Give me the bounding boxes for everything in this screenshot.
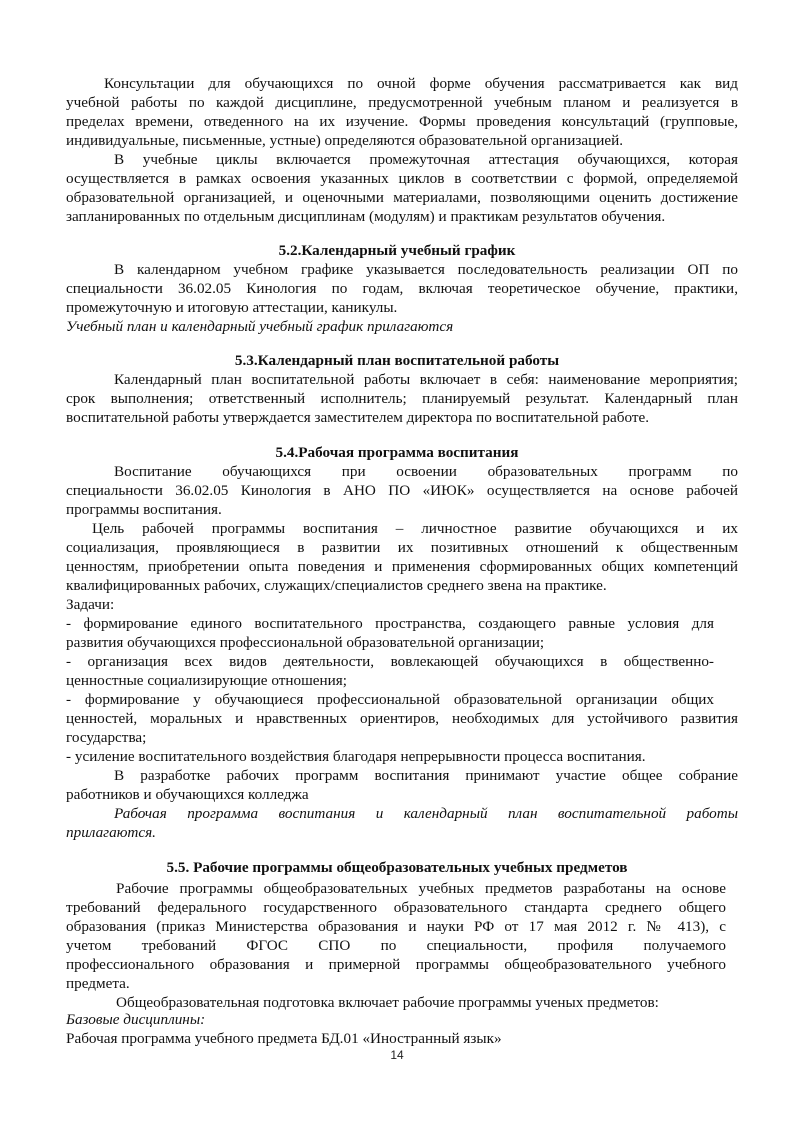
paragraph-line: учебной работы по каждой дисциплине, предусмотренной учебным планом и реализуется в [66,94,738,111]
section-heading: 5.3.Календарный план воспитательной работы [234,352,560,369]
section-heading: 5.2.Календарный учебный график [278,242,516,259]
list-item: - усиление воспитательного воздействия благодаря непрерывности процесса воспитания. [66,748,646,765]
paragraph-line: Календарный план воспитательной работы включает в себя: наименование мероприятия; [114,371,738,388]
paragraph-line: В календарном учебном графике указывается последовательность реализации ОП по [114,261,738,278]
paragraph-line: работников и обучающихся колледжа [66,786,309,803]
paragraph-line: Рабочие программы общеобразовательных учебных предметов разработаны на основе [116,880,726,897]
paragraph-line: Общеобразовательная подготовка включает рабочие программы ученых предметов: [116,994,659,1011]
list-item: - формирование единого воспитательного пространства, создающего равные условия для [66,615,714,632]
section-heading: 5.5. Рабочие программы общеобразовательных учебных предметов [166,859,628,876]
paragraph-line: запланированных по отдельным дисциплинам (модулям) и практикам результатов обучения. [66,208,666,225]
list-item: - организация всех видов деятельности, вовлекающей обучающихся в общественно- [66,653,714,670]
paragraph-line: ценностям, приобретении опыта поведения и применения сформированных общих компетенций [66,558,738,575]
paragraph-line: предмета. [66,975,130,992]
paragraph-line: образовательной организацией, и оценочными материалами, позволяющими оценить достижение [66,189,738,206]
paragraph-line: образования (приказ Министерства образования и науки РФ от 17 мая 2012 г. № 413), с [66,918,726,935]
list-item: государства; [66,729,147,746]
paragraph-line: требований федерального государственного образовательного стандарта среднего общего [66,899,726,916]
paragraph-line: промежуточную и итоговую аттестации, каникулы. [66,299,398,316]
list-item: - формирование у обучающиеся профессиональной образовательной организации общих [66,691,714,708]
italic-note: Рабочая программа воспитания и календарный план воспитательной работы [114,805,738,822]
tasks-label: Задачи: [66,596,115,613]
page-number: 14 [390,1048,404,1062]
list-item: ценностные социализирующие отношения; [66,672,347,689]
italic-note: Учебный план и календарный учебный график прилагаются [66,318,454,335]
paragraph-line: социализация, проявляющиеся в развитии их позитивных отношений к общественным [66,539,738,556]
italic-note: прилагаются. [66,824,156,841]
paragraph-line: осуществляется в рамках освоения указанных циклов в соответствии с формой, определяемой [66,170,738,187]
paragraph-line: воспитательной работы утверждается заместителем директора по воспитательной работе. [66,409,650,426]
paragraph-line: срок выполнения; ответственный исполнитель; планируемый результат. Календарный план [66,390,738,407]
paragraph-line: учетом требований ФГОС СПО по специальности, профиля получаемого [66,937,726,954]
paragraph-line: программы воспитания. [66,501,222,518]
paragraph-line: Воспитание обучающихся при освоении образовательных программ по [114,463,738,480]
italic-note: Базовые дисциплины: [66,1011,206,1028]
paragraph-line: специальности 36.02.05 Кинология по годам, включая теоретическое обучение, практики, [66,280,738,297]
paragraph-line: индивидуальные, письменные, устные) определяются образовательной организацией. [66,132,624,149]
list-item: развития обучающихся профессиональной образовательной организации; [66,634,545,651]
paragraph-line: пределах времени, отведенного на их изучение. Формы проведения консультаций (групповые, [66,113,738,130]
paragraph-line: квалифицированных рабочих, служащих/специалистов среднего звена на практике. [66,577,607,594]
section-heading: 5.4.Рабочая программа воспитания [275,444,519,461]
paragraph-line: Цель рабочей программы воспитания – личностное развитие обучающихся и их [92,520,738,537]
paragraph-line: В учебные циклы включается промежуточная аттестация обучающихся, которая [114,151,738,168]
paragraph-line: В разработке рабочих программ воспитания принимают участие общее собрание [114,767,738,784]
paragraph-line: Консультации для обучающихся по очной форме обучения рассматривается как вид [104,75,738,92]
list-item: ценностей, моральных и нравственных ориентиров, необходимых для устойчивого развития [66,710,738,727]
paragraph-line: профессионального образования и примерной программы общеобразовательного учебного [66,956,726,973]
paragraph-line: Рабочая программа учебного предмета БД.01 «Иностранный язык» [66,1030,502,1047]
paragraph-line: специальности 36.02.05 Кинология в АНО ПО «ИЮК» осуществляется на основе рабочей [66,482,738,499]
